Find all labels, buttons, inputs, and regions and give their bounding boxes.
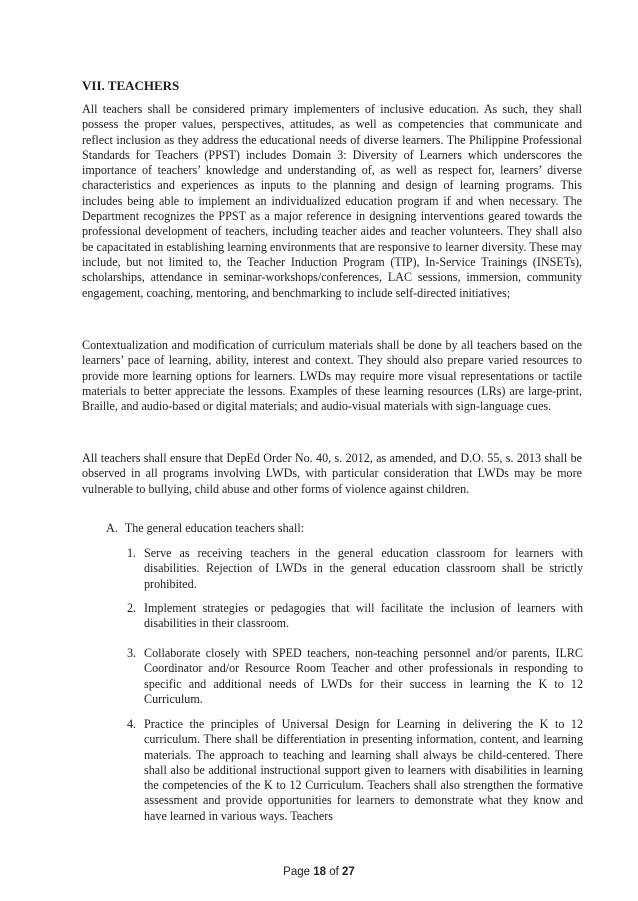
list-item xyxy=(127,717,583,824)
footer-total-pages: 27 xyxy=(342,866,355,878)
subsection-title: The general education teachers shall: xyxy=(124,521,305,535)
list-item-number: 1. xyxy=(127,546,137,560)
list-item xyxy=(127,646,583,707)
paragraph-teachers-implementers: All teachers shall be considered primary implementers of inclusive education. As such, they shall possess the proper values, perspectives, attitudes, as well as competencies that communicate and reflect inclusion as they address the educational needs of diverse learners. The Philippine Professional Standards for Teachers (PPST) includes Domain 3: Diversity of Learners which underscores the importance of teachers’ knowledge and understanding of, as well as respect for, learners’ diverse characteristics and experiences as inputs to the planning and design of learning programs. This includes being able to implement an individualized education program if and when necessary. The Department recognizes the PPST as a major reference in designing interventions geared towards the professional development of teachers, including teacher aides and teacher volunteers. They shall also be capacitated in establishing learning environments that are responsive to learner diversity. These may include, but not limited to, the Teacher Induction Program (TIP), In-Service Trainings (INSETs), scholarships, attendance in seminar-workshops/conferences, LAC sessions, immersion, community engagement, coaching, mentoring, and benchmarking to include self-directed initiatives; xyxy=(82,102,582,300)
section-heading: VII. TEACHERS xyxy=(82,78,180,93)
list-item-text: Collaborate closely with SPED teachers, non-teaching personnel and/or parents, ILRC Coordinator and/or Resource Room Teacher and other professionals in responding to specific and additional needs of LWDs for their success in learning the K to 12 Curriculum. xyxy=(144,646,583,706)
list-item xyxy=(127,601,583,632)
list-item-number: 2. xyxy=(127,601,137,615)
list-item-text: Practice the principles of Universal Design for Learning in delivering the K to 12 curriculum. There shall be differentiation in presenting information, content, and learning materials. The approach to teaching and learning shall always be child-centered. There shall also be additional instructional support given to learners with disabilities in learning the competencies of the K to 12 Curriculum. Teachers shall also strengthen the formative assessment and provide opportunities for learners to demonstrate what they know and have learned in various ways. Teachers xyxy=(144,717,583,823)
footer-page-word: Page xyxy=(283,866,311,878)
list-item xyxy=(127,546,583,592)
list-item-number: 4. xyxy=(127,717,137,731)
list-item-text: Implement strategies or pedagogies that will facilitate the inclusion of learners with disabilities in their classroom. xyxy=(144,601,583,631)
footer-of-word: of xyxy=(329,866,339,878)
subsection-a-heading xyxy=(106,521,304,536)
list-item-number: 3. xyxy=(127,646,137,660)
subsection-letter: A. xyxy=(106,521,118,535)
paragraph-contextualization: Contextualization and modification of curriculum materials shall be done by all teachers based on the learners’ pace of learning, ability, interest and context. They should also prepare varied resources to provide more learning options for learners. LWDs may require more visual representations or tactile materials to better appreciate the lessons. Examples of these learning resources (LRs) are large-print, Braille, and audio-based or digital materials; and audio-visual materials with sign-language cues. xyxy=(82,338,582,414)
list-item-text: Serve as receiving teachers in the general education classroom for learners with disabilities. Rejection of LWDs in the general education classroom shall be strictly prohibited. xyxy=(144,546,583,591)
page-footer xyxy=(0,866,638,878)
footer-page-number: 18 xyxy=(313,866,327,878)
paragraph-deped-order: All teachers shall ensure that DepEd Order No. 40, s. 2012, as amended, and D.O. 55, s. 2013 shall be observed in all programs involving LWDs, with particular consideration that LWDs may be more vulnerable to bullying, child abuse and other forms of violence against children. xyxy=(82,451,582,496)
